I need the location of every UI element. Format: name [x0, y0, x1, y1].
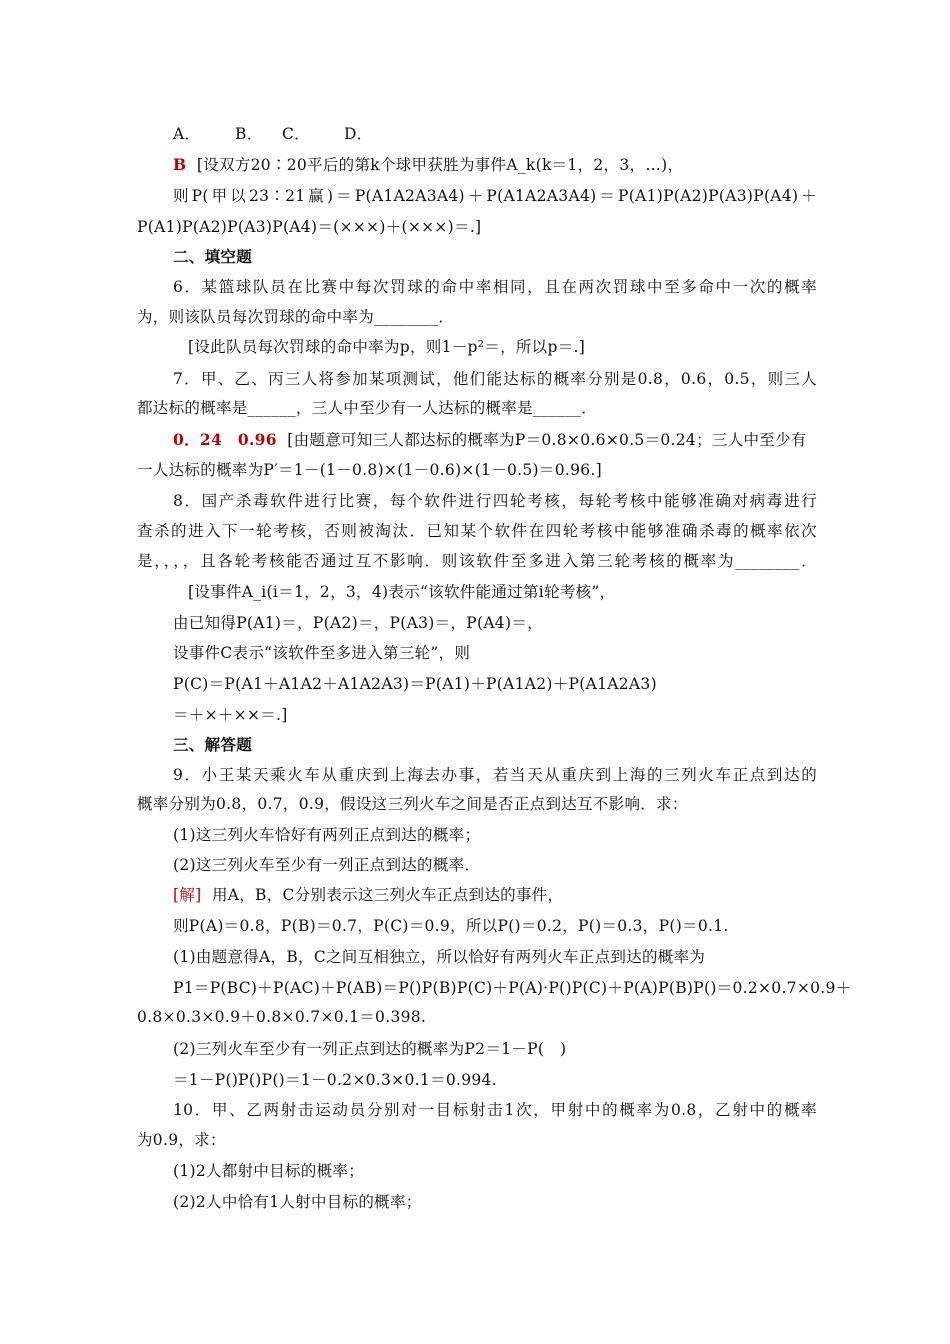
q9-solution-line7: ＝1－P()P()P()＝1－0.2×0.3×0.1＝0.994.	[173, 1071, 497, 1089]
q9-solution-line6: (2)三列火车至少有一列正点到达的概率为P2＝1－P( )	[173, 1040, 567, 1058]
q8-answer-line2: 由已知得P(A1)＝，P(A2)＝，P(A3)＝，P(A4)＝，	[173, 614, 543, 632]
q9-part1: (1)这三列火车恰好有两列正点到达的概率；	[173, 826, 481, 844]
q6-line1: 6．某篮球队员在比赛中每次罚球的命中率相同，且在两次罚球中至多命中一次的概率	[173, 278, 817, 296]
q9-line2: 概率分别为0.8，0.7，0.9，假设这三列火车之间是否正点到达互不影响．求：	[137, 795, 688, 813]
solution-tag: [解]	[173, 886, 202, 904]
q7-line2: 都达标的概率是______，三人中至少有一人达标的概率是______．	[137, 399, 598, 417]
q5-answer-line2: 则P(甲以23∶21赢)＝P(A1A2A3A4)＋P(A1A2A3A4)＝P(A1)P(A2)P(A3)P(A4)＋	[173, 187, 817, 205]
q9-solution-line3: (1)由题意得A，B，C之间互相独立，所以恰好有两列火车正点到达的概率为	[173, 948, 706, 966]
q7-line1: 7．甲、乙、丙三人将参加某项测试，他们能达标的概率分别是0.8，0.6，0.5，则三人	[173, 370, 817, 388]
q8-line2: 查杀的进入下一轮考核，否则被淘汰．已知某个软件在四轮考核中能够准确杀毒的概率依次	[137, 522, 817, 540]
q5-answer-line3: P(A1)P(A2)P(A3)P(A4)＝(×××)＋(×××)＝.]	[137, 218, 482, 236]
q10-line2: 为0.9，求：	[137, 1131, 226, 1149]
q9-solution-text1: 用A，B，C分别表示这三列火车正点到达的事件，	[211, 886, 564, 904]
q10-part1: (1)2人都射中目标的概率；	[173, 1162, 365, 1180]
q7-answer-text1: [由题意可知三人都达标的概率为P＝0.8×0.6×0.5＝0.24；三人中至少有	[287, 431, 807, 449]
q5-answer-text1: [设双方20∶20平后的第k个球甲获胜为事件A_k(k＝1，2，3，…)，	[196, 156, 684, 174]
q8-line1: 8．国产杀毒软件进行比赛，每个软件进行四轮考核，每轮考核中能够准确对病毒进行	[173, 492, 817, 510]
q9-line1: 9．小王某天乘火车从重庆到上海去办事，若当天从重庆到上海的三列火车正点到达的	[173, 766, 817, 784]
q6-answer: [设此队员每次罚球的命中率为p，则1－p²＝，所以p＝.]	[188, 338, 586, 356]
q5-answer-letter: B	[173, 155, 187, 174]
q8-answer-line3: 设事件C表示“该软件至多进入第三轮”，则	[173, 644, 471, 662]
q8-answer-line4: P(C)＝P(A1＋A1A2＋A1A2A3)＝P(A1)＋P(A1A2)＋P(A1A2A3)	[173, 675, 657, 693]
q8-line3: 是，，，，且各轮考核能否通过互不影响．则该软件至多进入第三轮考核的概率为________．	[137, 552, 817, 570]
option-d: D．	[344, 125, 373, 143]
q9-solution-line2: 则P(A)＝0.8，P(B)＝0.7，P(C)＝0.9，所以P()＝0.2，P()＝0.3，P()＝0.1.	[173, 917, 729, 935]
q10-part2: (2)2人中恰有1人射中目标的概率；	[173, 1193, 422, 1211]
option-b: B．	[235, 125, 263, 143]
q5-answer-line1	[173, 154, 817, 176]
q8-answer-line1: [设事件A_i(i＝1，2，3，4)表示“该软件能通过第i轮考核”，	[188, 583, 616, 601]
q9-solution-line5: 0.8×0.3×0.9＋0.8×0.7×0.1＝0.398.	[137, 1008, 427, 1026]
q7-answer-line2: 一人达标的概率为P′＝1－(1－0.8)×(1－0.6)×(1－0.5)＝0.96.]	[137, 461, 602, 479]
q6-line2: 为，则该队员每次罚球的命中率为________．	[137, 308, 455, 326]
q9-solution-line1	[173, 884, 817, 906]
q9-solution-line4: P1＝P(BC)＋P(AC)＋P(AB)＝P()P(B)P(C)＋P(A)·P()P(C)＋P(A)P(B)P()＝0.2×0.7×0.9＋	[173, 979, 852, 997]
option-a: A．	[173, 125, 201, 143]
q9-part2: (2)这三列火车至少有一列正点到达的概率．	[173, 856, 481, 874]
section-solution-title: 三、解答题	[173, 735, 253, 754]
option-c: C．	[282, 125, 310, 143]
q8-answer-line5: ＝＋×＋××＝.]	[173, 706, 288, 724]
section-fill-in-title: 二、填空题	[173, 247, 253, 266]
q7-answer-line1	[173, 429, 817, 451]
answer-options	[173, 123, 817, 145]
q7-answer-values: 0．24 0.96	[173, 430, 277, 449]
q10-line1: 10．甲、乙两射击运动员分别对一目标射击1次，甲射中的概率为0.8，乙射中的概率	[173, 1101, 817, 1119]
